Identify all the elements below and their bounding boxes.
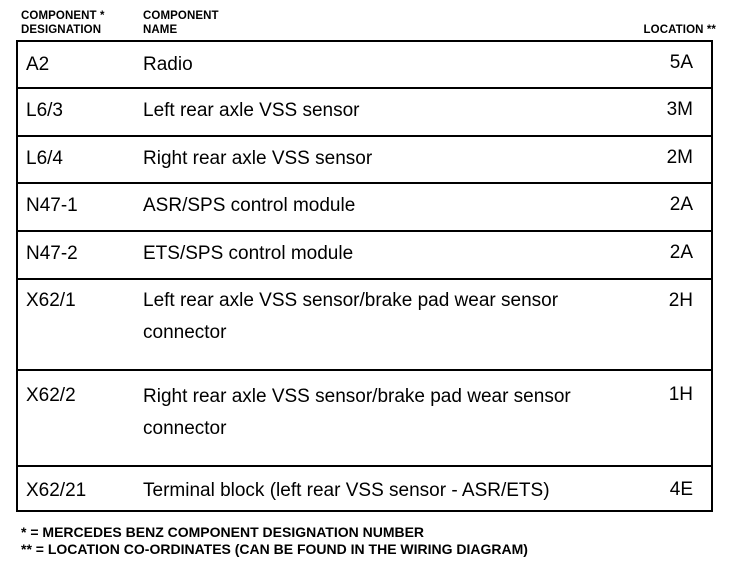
component-name-cell: Radio xyxy=(143,54,193,75)
location-cell: 5A xyxy=(669,52,693,73)
component-name-cell: ETS/SPS control module xyxy=(143,243,354,264)
component-name-cell: Right rear axle VSS sensor xyxy=(143,148,373,169)
designation-cell: X62/21 xyxy=(26,480,87,501)
header-location: LOCATION ** xyxy=(643,24,716,36)
component-name-cell: Left rear axle VSS sensor/brake pad wear sensor xyxy=(143,290,559,311)
location-cell: 2A xyxy=(669,194,693,215)
table-row xyxy=(18,89,711,137)
designation-cell: X62/1 xyxy=(26,290,76,311)
location-cell: 2H xyxy=(668,290,693,311)
table-row xyxy=(18,137,711,184)
footnote-designation: * = MERCEDES BENZ COMPONENT DESIGNATION NUMBER xyxy=(21,524,425,540)
location-cell: 4E xyxy=(669,479,693,500)
designation-cell: L6/3 xyxy=(26,100,63,121)
designation-cell: N47-1 xyxy=(26,195,78,216)
table-row xyxy=(18,184,711,232)
table-row xyxy=(18,232,711,280)
component-name-cell: Terminal block (left rear VSS sensor - ASR/ETS) xyxy=(143,480,550,501)
component-name-cell: ASR/SPS control module xyxy=(143,195,356,216)
designation-cell: X62/2 xyxy=(26,385,76,406)
designation-cell: L6/4 xyxy=(26,148,63,169)
footnote-location: ** = LOCATION CO-ORDINATES (CAN BE FOUND IN THE WIRING DIAGRAM) xyxy=(21,541,528,557)
header-designation xyxy=(21,9,105,37)
header-name xyxy=(143,9,219,37)
table-row xyxy=(18,42,711,89)
header-designation-line-2: DESIGNATION xyxy=(21,24,102,36)
header-designation-line-1: COMPONENT * xyxy=(21,10,105,22)
designation-cell: N47-2 xyxy=(26,243,78,264)
component-name-cell-line-2: connector xyxy=(143,322,227,343)
location-cell: 2A xyxy=(669,242,693,263)
location-cell: 1H xyxy=(668,384,693,405)
location-cell: 3M xyxy=(666,99,693,120)
component-name-cell: Right rear axle VSS sensor/brake pad wear sensor xyxy=(143,386,571,407)
component-name-cell: Left rear axle VSS sensor xyxy=(143,100,360,121)
table-row xyxy=(18,280,711,371)
table-row xyxy=(18,371,711,467)
component-name-cell-line-2: connector xyxy=(143,418,227,439)
header-name-line-2: NAME xyxy=(143,24,178,36)
footnotes xyxy=(21,524,528,558)
designation-cell: A2 xyxy=(26,54,50,75)
component-table xyxy=(16,40,713,512)
table-row xyxy=(18,467,711,510)
header-name-line-1: COMPONENT xyxy=(143,10,219,22)
location-cell: 2M xyxy=(666,147,693,168)
